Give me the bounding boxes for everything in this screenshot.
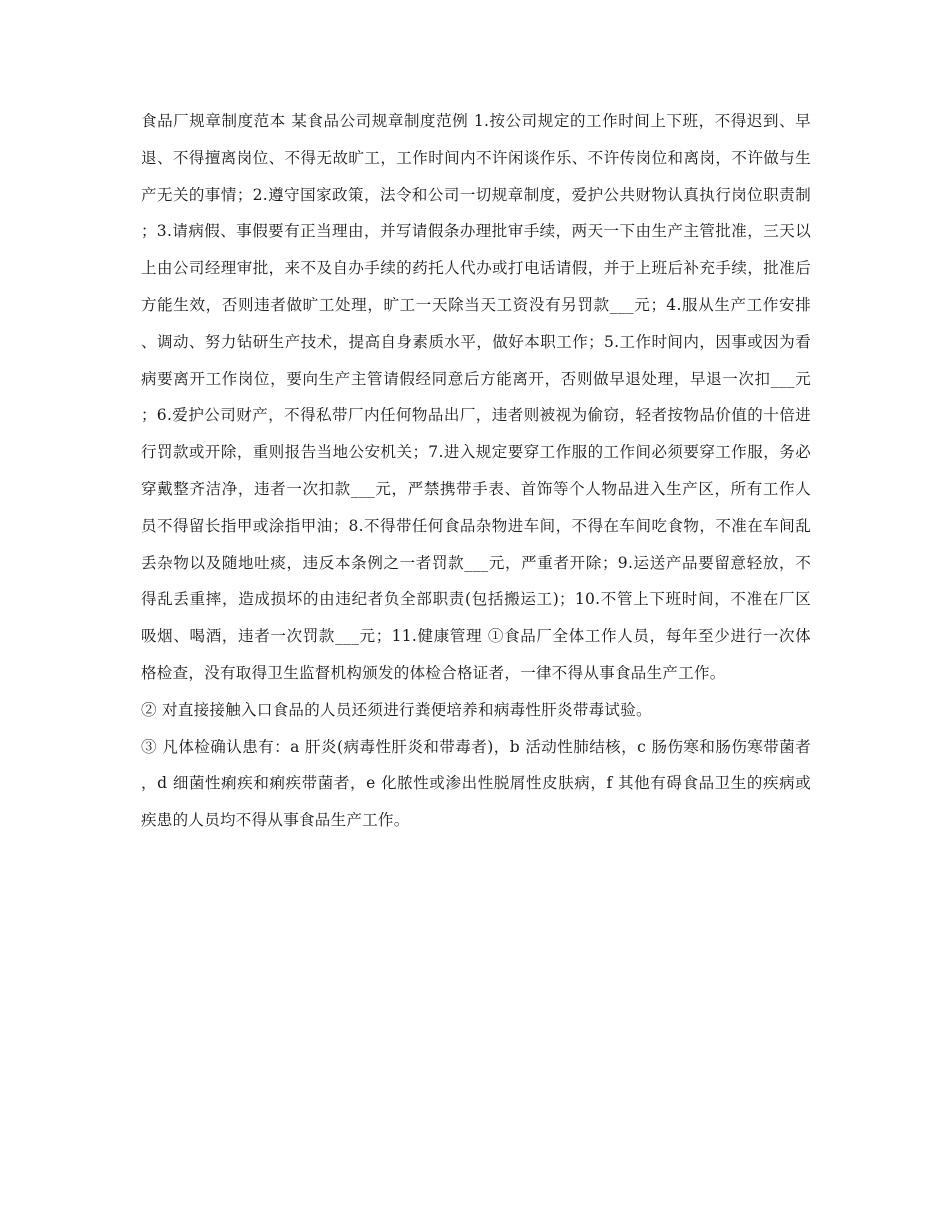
paragraph-health-item-3: ③ 凡体检确认患有：a 肝炎(病毒性肝炎和带毒者)，b 活动性肺结核，c 肠伤寒和肠伤寒带菌者，d 细菌性痢疾和痢疾带菌者，e 化脓性或渗出性脱屑性皮肤病，f 其他有碍食品卫生的疾病或疾患的人员均不得从事食品生产工作。 bbox=[141, 737, 811, 830]
paragraph-health-item-2: ② 对直接接触入口食品的人员还须进行粪便培养和病毒性肝炎带毒试验。 bbox=[141, 700, 652, 719]
paragraph-rules: 食品厂规章制度范本 某食品公司规章制度范例 1.按公司规定的工作时间上下班，不得迟到、早退、不得擅离岗位、不得无故旷工，工作时间内不许闲谈作乐、不许传岗位和离岗，不许做与生产无关的事情；2.遵守国家政策，法令和公司一切规章制度，爱护公共财物认真执行岗位职责制；3.请病假、事假要有正当理由，并写请假条办理批审手续，两天一下由生产主管批准，三天以上由公司经理审批，来不及自办手续的药托人代办或打电话请假，并于上班后补充手续，批准后方能生效，否则违者做旷工处理，旷工一天除当天工资没有另罚款___元；4.服从生产工作安排、调动、努力钻研生产技术，提高自身素质水平，做好本职工作；5.工作时间内，因事或因为看病要离开工作岗位，要向生产主管请假经同意后方能离开，否则做早退处理，早退一次扣___元；6.爱护公司财产，不得私带厂内任何物品出厂，违者则被视为偷窃，轻者按物品价值的十倍进行罚款或开除，重则报告当地公安机关；7.进入规定要穿工作服的工作间必须要穿工作服，务必穿戴整齐洁净，违者一次扣款___元，严禁携带手表、首饰等个人物品进入生产区，所有工作人员不得留长指甲或涂指甲油；8.不得带任何食品杂物进车间，不得在车间吃食物，不准在车间乱丢杂物以及随地吐痰，违反本条例之一者罚款___元，严重者开除；9.运送产品要留意轻放，不得乱丢重摔，造成损坏的由违纪者负全部职责(包括搬运工)；10.不管上下班时间，不准在厂区吸烟、喝酒，违者一次罚款___元；11.健康管理 ①食品厂全体工作人员，每年至少进行一次体格检查，没有取得卫生监督机构颁发的体检合格证者，一律不得从事食品生产工作。 bbox=[141, 112, 811, 682]
document-page bbox=[141, 103, 811, 839]
